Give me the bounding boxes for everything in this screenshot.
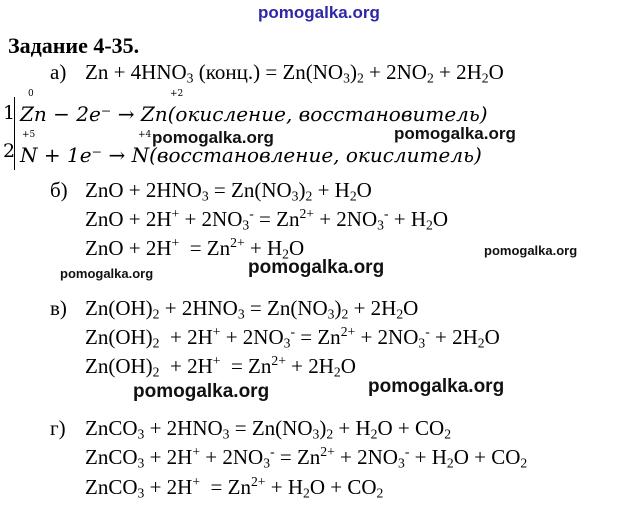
ox-state: 0 xyxy=(28,89,34,99)
ox-state: +2 xyxy=(170,89,184,99)
half-reaction-oxidation: 0 +2 Zn − 2e⁻ → Zn(окисление, восстановитель) xyxy=(20,89,488,126)
watermark: pomogalka.org xyxy=(258,3,380,22)
watermark: pomogalka.org xyxy=(368,376,505,397)
equation-v3: $Zn(OH)_2 + 2H^+ = Zn^{2+} + 2H_2O$ xyxy=(85,352,356,380)
coef-1: 1 xyxy=(3,102,16,124)
coef-2: 2 xyxy=(3,140,16,162)
watermark: pomogalka.org xyxy=(394,124,516,143)
task-title: Задание 4-35. xyxy=(8,33,140,58)
equation-b1: ZnO + $2HNO_3 = Zn(NO_3)_2 + H_2O$ xyxy=(85,178,372,204)
watermark: pomogalka.org xyxy=(248,257,385,278)
label-a: а) xyxy=(50,60,67,84)
equation-b3: ZnO + $2H^+ = Zn^{2+} + H_2O$ xyxy=(85,234,305,262)
label-b: б) xyxy=(50,178,68,202)
watermark: pomogalka.org xyxy=(484,243,578,258)
ox-state: +5 xyxy=(22,130,36,140)
watermark: pomogalka.org xyxy=(133,381,270,402)
equation-a: $Zn + 4HNO_3$ (конц.) = $Zn(NO_3)_2 + 2NO_2 + 2H_2O$ xyxy=(85,60,504,86)
equation-b2: ZnO + $2H^+ + 2NO_3^- = Zn^{2+} + 2NO_3^- + H_2O$ xyxy=(85,205,449,233)
equation-v1: $Zn(OH)_2 + 2HNO_3 = Zn(NO_3)_2 + 2H_2O$ xyxy=(85,296,419,322)
equation-g1: ZnCO$_3$ + $2HNO_3 = Zn(NO_3)_2 + H_2O + CO_2$ xyxy=(85,416,452,442)
equation-g2: ZnCO$_3$ + $2H^+ + 2NO_3^- = Zn^{2+} + 2NO_3^- + H_2O + CO_2$ xyxy=(85,443,528,471)
ox-state: +4 xyxy=(138,130,152,140)
watermark: pomogalka.org xyxy=(152,128,274,147)
watermark: pomogalka.org xyxy=(60,266,154,281)
label-g: г) xyxy=(50,416,66,440)
label-v: в) xyxy=(50,296,67,320)
equation-v2: $Zn(OH)_2 + 2H^+ + 2NO_3^- = Zn^{2+} + 2NO_3^- + 2H_2O$ xyxy=(85,323,500,351)
half-reaction-reduction: +5 +4 N + 1e⁻ → N(восстановление, окислитель) xyxy=(20,130,482,167)
equation-g3: ZnCO$_3$ + $2H^+ = Zn^{2+} + H_2O + CO_2$ xyxy=(85,473,384,501)
